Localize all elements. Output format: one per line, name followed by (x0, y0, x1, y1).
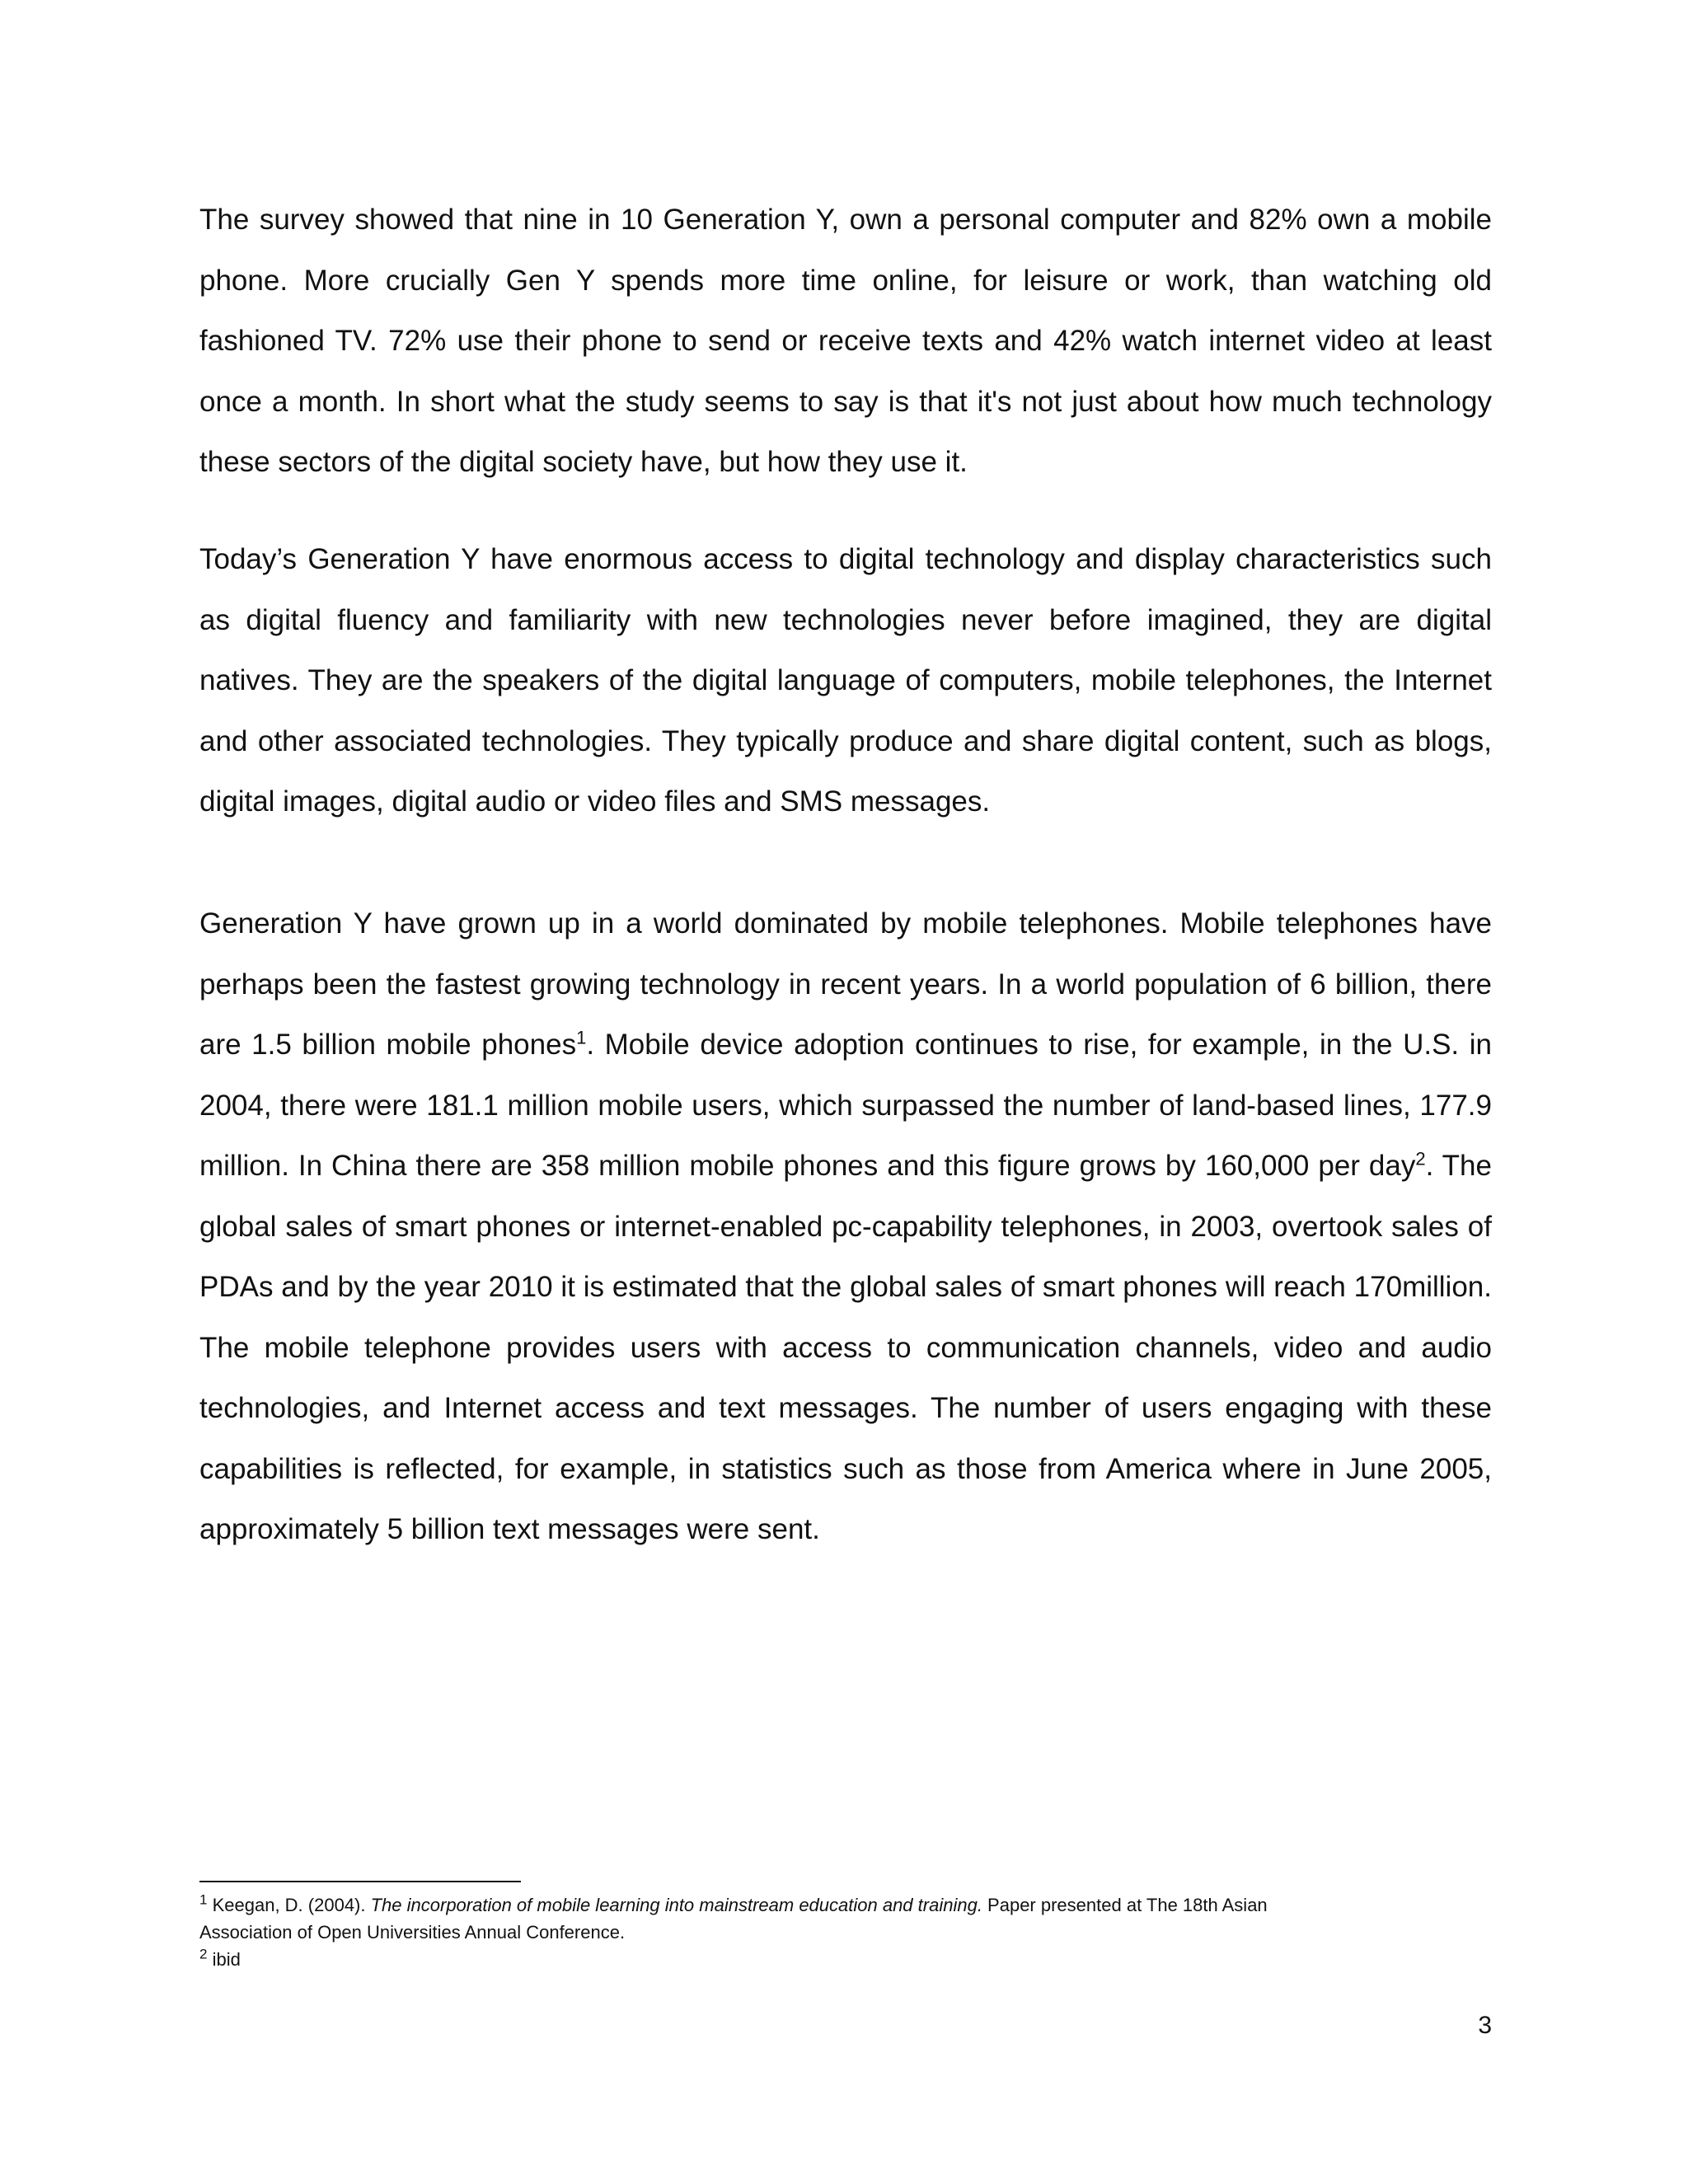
footnote-number: 1 (199, 1891, 208, 1908)
paragraph-text: . Mobile device adoption continues to rise, for example, in the U.S. in 2004, there were 181.1 million mobile users, which surpassed the number of land-based lines, 177.9 million. In China there are 358 million mobile phones and this figure grows by 160,000 per day (199, 1029, 1492, 1182)
footnote (199, 1891, 1353, 1946)
footnote-author: ibid (212, 1949, 241, 1970)
footnote-rest: Paper presented at The 18th Asian Association of Open Universities Annual Conference. (199, 1895, 1268, 1943)
paragraph-text: Generation Y have grown up in a world dominated by mobile telephones. Mobile telephones have perhaps been the fastest growing technology in recent years. In a world population of 6 billion, there are 1.5 billion mobile phones (199, 907, 1492, 1061)
footnotes (199, 1891, 1353, 1973)
footnote-title: The incorporation of mobile learning into mainstream education and training. (370, 1895, 982, 1915)
footnote-reference[interactable]: 2 (1415, 1148, 1426, 1169)
footnote (199, 1946, 1353, 1973)
paragraph (199, 529, 1492, 832)
paragraph (199, 893, 1492, 1560)
footnote-author: Keegan, D. (2004). (212, 1895, 371, 1915)
page-number: 3 (1478, 2012, 1492, 2039)
paragraph-text: . The global sales of smart phones or internet-enabled pc-capability telephones, in 2003, overtook sales of PDAs and by the year 2010 it is estimated that the global sales of smart phones will reach 170million. The mobile telephone provides users with access to communication channels, video and audio technologies, and Internet access and text messages. The number of users engaging with these capabilities is reflected, for example, in statistics such as those from America where in June 2005, approximately 5 billion text messages were sent. (199, 1150, 1492, 1545)
footnote-separator (199, 1881, 521, 1882)
paragraph (199, 190, 1492, 493)
footnote-number: 2 (199, 1946, 208, 1962)
paragraph-text: The survey showed that nine in 10 Generation Y, own a personal computer and 82% own a mobile phone. More crucially Gen Y spends more time online, for leisure or work, than watching old fashioned TV. 72% use their phone to send or receive texts and 42% watch internet video at least once a month. In short what the study seems to say is that it's not just about how much technology these sectors of the digital society have, but how they use it. (199, 204, 1492, 478)
footnote-reference[interactable]: 1 (576, 1027, 587, 1048)
paragraph-text: Today’s Generation Y have enormous access to digital technology and display characteristics such as digital fluency and familiarity with new technologies never before imagined, they are digital natives. They are the speakers of the digital language of computers, mobile telephones, the Internet and other associated technologies. They typically produce and share digital content, such as blogs, digital images, digital audio or video files and SMS messages. (199, 543, 1492, 818)
